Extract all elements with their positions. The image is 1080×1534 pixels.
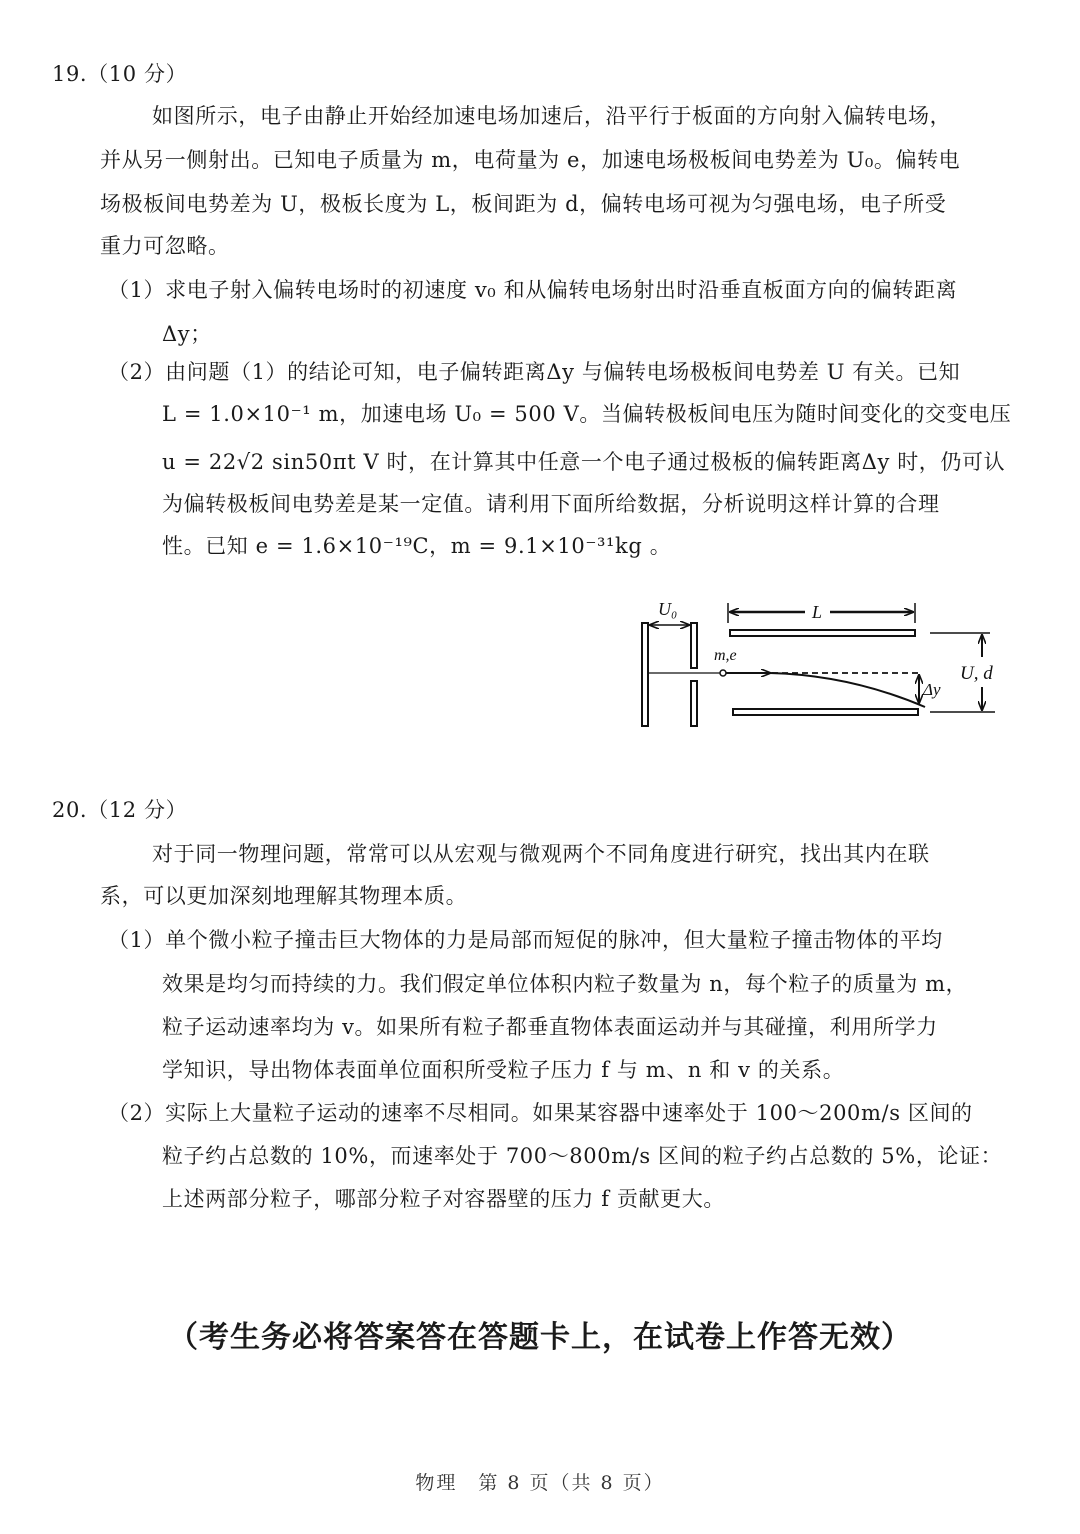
sub-question-text: 求电子射入偏转电场时的初速度 v₀ 和从偏转电场射出时沿垂直板面方向的偏转距离: [165, 278, 958, 302]
question-19-header: [52, 60, 187, 88]
question-text-line: 如图所示，电子由静止开始经加速电场加速后，沿平行于板面的方向射入偏转电场，: [152, 104, 952, 128]
sub-question-label: （1）: [108, 928, 166, 952]
question-20-header: [52, 796, 187, 824]
question-text-line: 重力可忽略。: [100, 234, 230, 258]
sub-question-label: （1）: [108, 278, 166, 302]
exam-notice: （考生务必将答案答在答题卡上，在试卷上作答无效）: [168, 1320, 912, 1355]
question-text-line: Δy；: [162, 322, 212, 346]
sub-question-1: [108, 926, 943, 954]
question-text-line: 学知识，导出物体表面单位面积所受粒子压力 f 与 m、n 和 v 的关系。: [162, 1058, 845, 1082]
question-text-line: 粒子运动速率均为 v。如果所有粒子都垂直物体表面运动并与其碰撞，利用所学力: [162, 1015, 938, 1039]
sub-question-1: [108, 276, 957, 304]
electron-deflection-diagram: [630, 595, 1030, 735]
svg-text:U, d: U, d: [960, 663, 993, 684]
sub-question-text: 实际上大量粒子运动的速率不尽相同。如果某容器中速率处于 100～200m/s 区间的: [165, 1101, 973, 1125]
question-text-line: 对于同一物理问题，常常可以从宏观与微观两个不同角度进行研究，找出其内在联: [152, 842, 930, 866]
question-text-line: 场极板间电势差为 U，极板长度为 L，板间距为 d，偏转电场可视为匀强电场，电子所受: [100, 192, 947, 216]
question-text-line: 性。已知 e = 1.6×10⁻¹⁹C，m = 9.1×10⁻³¹kg 。: [162, 534, 672, 558]
sub-question-2: [108, 1099, 973, 1127]
sub-question-label: （2）: [108, 1101, 166, 1125]
sub-question-label: （2）: [108, 360, 166, 384]
question-text-line: u = 22√2 sin50πt V 时，在计算其中任意一个电子通过极板的偏转距离Δy 时，仍可认: [162, 450, 1006, 474]
question-text-line: 系，可以更加深刻地理解其物理本质。: [100, 884, 468, 908]
svg-text:L: L: [812, 602, 823, 622]
svg-text:Δy: Δy: [923, 680, 941, 699]
question-text-line: 粒子约占总数的 10%，而速率处于 700～800m/s 区间的粒子约占总数的 5%，论证：: [162, 1144, 1003, 1168]
question-number: 20.: [52, 798, 88, 822]
question-score: （10 分）: [87, 62, 188, 86]
question-text-line: 效果是均匀而持续的力。我们假定单位体积内粒子数量为 n，每个粒子的质量为 m，: [162, 972, 968, 996]
sub-question-text: 单个微小粒子撞击巨大物体的力是局部而短促的脉冲，但大量粒子撞击物体的平均: [165, 928, 943, 952]
question-text-line: 并从另一侧射出。已知电子质量为 m，电荷量为 e，加速电场极板间电势差为 U₀。偏转电: [100, 148, 961, 172]
sub-question-text: 由问题（1）的结论可知，电子偏转距离Δy 与偏转电场极板间电势差 U 有关。已知: [165, 360, 961, 384]
question-text-line: L = 1.0×10⁻¹ m，加速电场 U₀ = 500 V。当偏转极板间电压为随时间变化的交变电压: [162, 402, 1012, 426]
svg-text:m,e: m,e: [714, 647, 737, 664]
question-number: 19.: [52, 62, 88, 86]
question-score: （12 分）: [87, 798, 188, 822]
page-footer: 物理 第 8 页（共 8 页）: [415, 1472, 665, 1494]
sub-question-2: [108, 358, 960, 386]
question-text-line: 为偏转极板间电势差是某一定值。请利用下面所给数据，分析说明这样计算的合理: [162, 492, 940, 516]
svg-text:U₀: U₀: [658, 599, 678, 619]
question-text-line: 上述两部分粒子，哪部分粒子对容器壁的压力 f 贡献更大。: [162, 1187, 725, 1211]
